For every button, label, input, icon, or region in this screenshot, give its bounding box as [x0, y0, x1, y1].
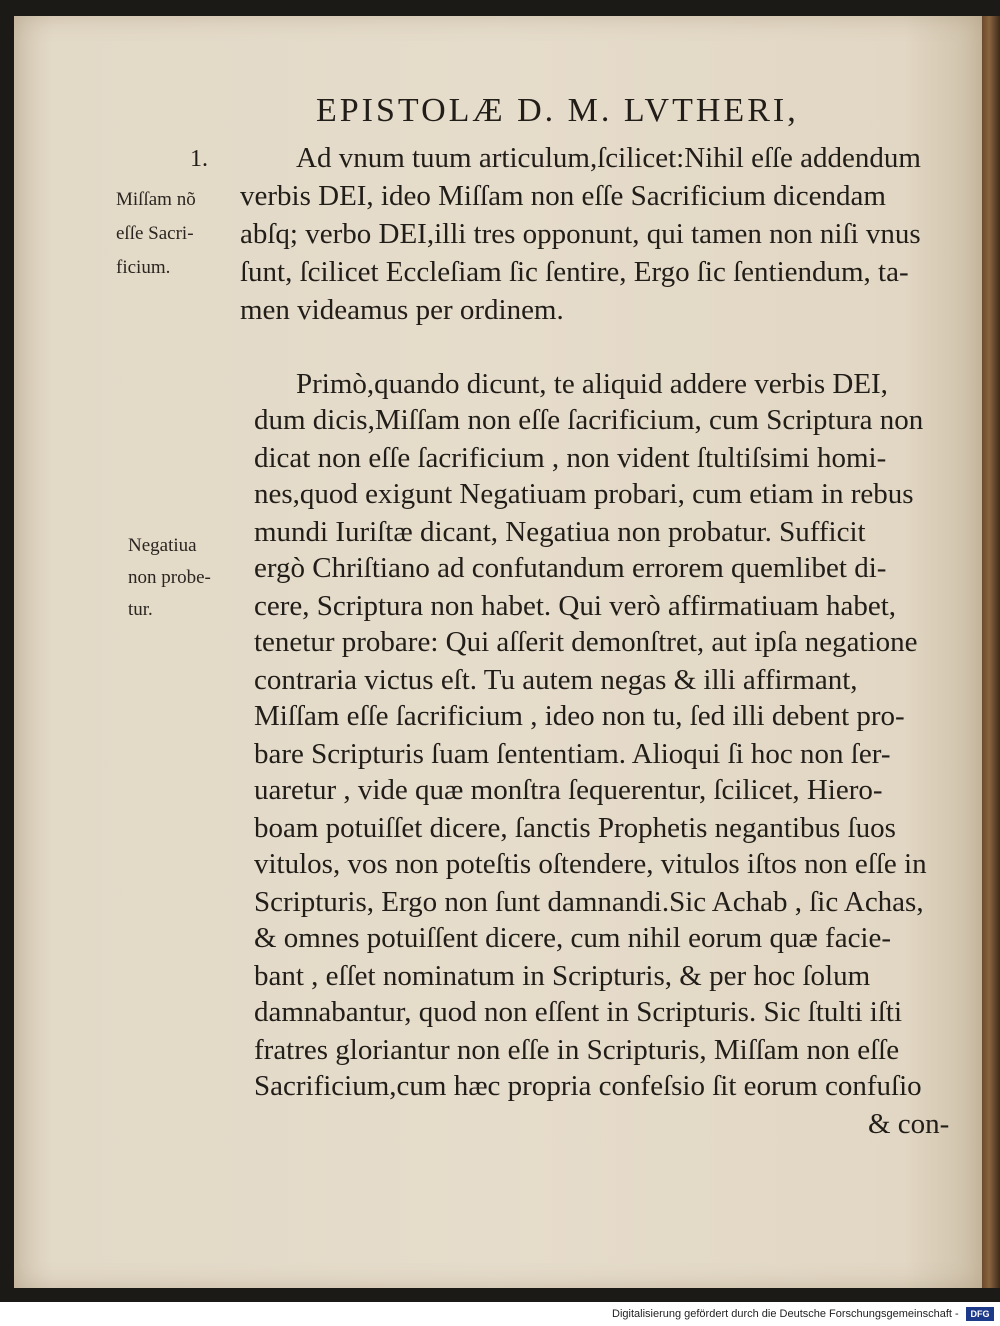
dfg-logo: DFG — [966, 1307, 994, 1321]
margin-note-line: Negatiua — [128, 535, 197, 556]
body-line: fratres gloriantur non eſſe in Scripturis, Miſſam non eſſe — [254, 1034, 900, 1066]
margin-note-line: non probe- — [128, 567, 211, 588]
running-head: EPISTOLÆ D. M. LVTHERI, — [316, 92, 799, 129]
margin-note-line: ficium. — [116, 257, 171, 278]
body-line: & omnes potuiſſent dicere, cum nihil eorum quæ facie- — [254, 922, 892, 954]
body-line: cere, Scriptura non habet. Qui verò affirmatiuam habet, — [254, 590, 897, 622]
body-line: dicat non eſſe ſacrificium , non vident ſtultiſsimi homi- — [254, 442, 887, 474]
body-line: damnabantur, quod non eſſent in Scripturis. Sic ſtulti iſti — [254, 996, 903, 1028]
body-line: Ad vnum tuum articulum,ſcilicet:Nihil eſſe addendum — [296, 142, 921, 174]
body-line: mundi Iuriſtæ dicant, Negatiua non probatur. Sufficit — [254, 516, 866, 548]
body-line: uaretur , vide quæ monſtra ſequerentur, ſcilicet, Hiero- — [254, 774, 883, 806]
catchword: & con- — [868, 1108, 950, 1140]
body-line: men videamus per ordinem. — [240, 294, 564, 326]
margin-note-line: eſſe Sacri- — [116, 223, 194, 244]
body-line: Miſſam eſſe ſacrificium , ideo non tu, ſed illi debent pro- — [254, 700, 905, 732]
body-line: abſq; verbo DEI,illi tres opponunt, qui tamen non niſi vnus — [240, 218, 921, 250]
body-line: bant , eſſet nominatum in Scripturis, & per hoc ſolum — [254, 960, 871, 992]
body-line: dum dicis,Miſſam non eſſe ſacrificium, cum Scriptura non — [254, 404, 924, 436]
body-line: verbis DEI, ideo Miſſam non eſſe Sacrificium dicendam — [240, 180, 886, 212]
section-number: 1. — [190, 146, 208, 172]
book-spine — [982, 16, 1000, 1288]
margin-note-line: tur. — [128, 599, 153, 620]
body-line: Primò,quando dicunt, te aliquid addere verbis DEI, — [296, 368, 888, 400]
body-line: boam potuiſſet dicere, ſanctis Prophetis negantibus ſuos — [254, 812, 896, 844]
body-line: ergò Chriſtiano ad confutandum errorem quemlibet di- — [254, 552, 887, 584]
body-line: Scripturis, Ergo non ſunt damnandi.Sic Achab , ſic Achas, — [254, 886, 924, 918]
body-line: tenetur probare: Qui aſſerit demonſtret, aut ipſa negatione — [254, 626, 918, 658]
body-line: nes,quod exigunt Negatiuam probari, cum etiam in rebus — [254, 478, 914, 510]
body-line: contraria victus eſt. Tu autem negas & illi affirmant, — [254, 664, 858, 696]
digitization-credit: Digitalisierung gefördert durch die Deutsche Forschungsgemeinschaft - — [612, 1308, 959, 1320]
body-line: vitulos, vos non poteſtis oſtendere, vitulos iſtos non eſſe in — [254, 848, 927, 880]
body-line: Sacrificium,cum hæc propria confeſsio ſit eorum confuſio — [254, 1070, 922, 1102]
margin-note-line: Miſſam nõ — [116, 189, 196, 210]
body-line: bare Scripturis ſuam ſententiam. Alioqui ſi hoc non ſer- — [254, 738, 891, 770]
body-line: ſunt, ſcilicet Eccleſiam ſic ſentire, Ergo ſic ſentiendum, ta- — [240, 256, 909, 288]
